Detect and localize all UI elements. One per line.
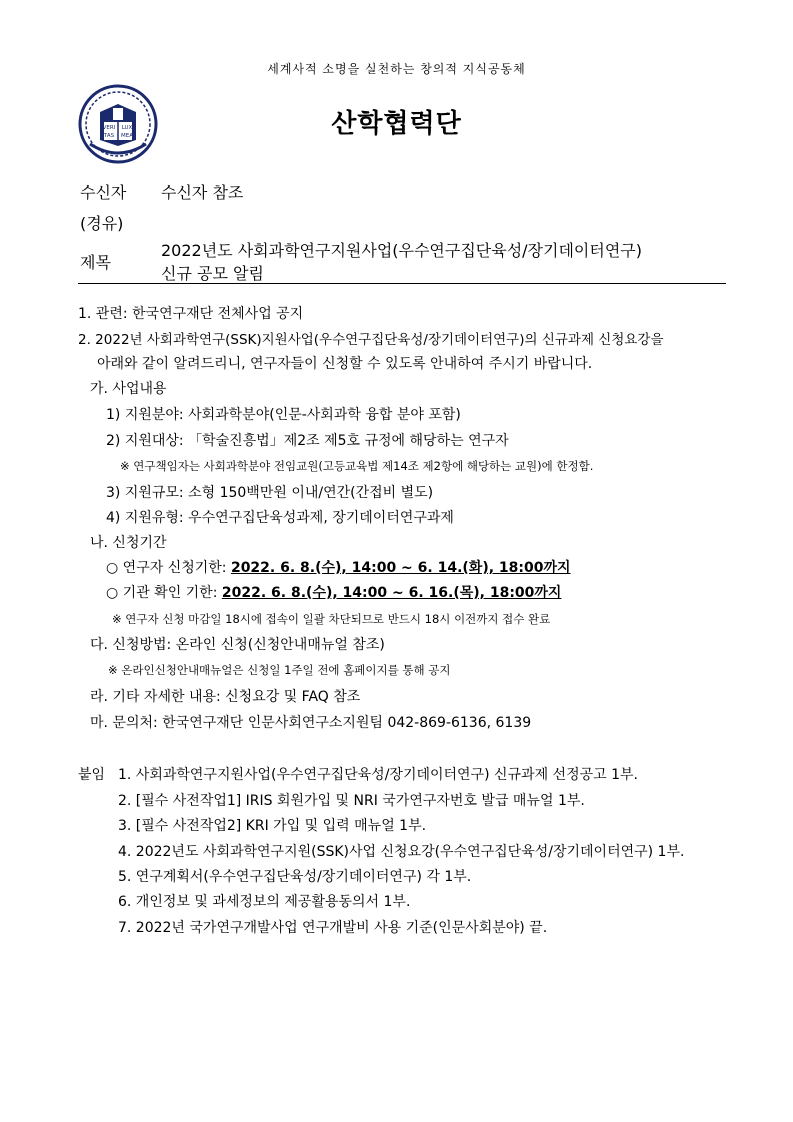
application-period-institution-value: 2022. 6. 8.(수), 14:00 ~ 6. 16.(목), 18:00까지 <box>221 585 562 601</box>
application-period-institution-label: ○ 기관 확인 기한: <box>106 585 222 601</box>
attachment-item: 3. [필수 사전작업2] KRI 가입 및 입력 매뉴얼 1부. <box>118 818 427 834</box>
recipient-label: 수신자 <box>80 183 127 202</box>
section-na: 나. 신청기간 <box>90 535 167 551</box>
attachment-item: 4. 2022년도 사회과학연구지원(SSK)사업 신청요강(우수연구집단육성/장기데이터연구) 1부. <box>118 844 685 860</box>
attachment-item: 2. [필수 사전작업1] IRIS 회원가입 및 NRI 국가연구자번호 발급 매뉴얼 1부. <box>118 793 585 809</box>
logo-text-tas: TAS <box>103 133 115 139</box>
section-ga-1: 1) 지원분야: 사회과학분야(인문-사회과학 융합 분야 포함) <box>106 407 461 423</box>
organization-name: 산학협력단 <box>331 109 462 139</box>
item-2-line-2: 아래와 같이 알려드리니, 연구자들이 신청할 수 있도록 안내하여 주시기 바랍니다. <box>97 356 593 372</box>
section-ga: 가. 사업내용 <box>90 381 167 397</box>
item-2-line-1: 2. 2022년 사회과학연구(SSK)지원사업(우수연구집단육성/장기데이터연구)의 신규과제 신청요강을 <box>78 332 664 348</box>
attachment-item: 6. 개인정보 및 과세정보의 제공활용동의서 1부. <box>118 894 411 910</box>
section-ga-2-note: ※ 연구책임자는 사회과학분야 전임교원(고등교육법 제14조 제2항에 해당하는 교원)에 한정함. <box>120 459 594 473</box>
attachments-label: 붙임 <box>78 767 106 783</box>
section-ga-2: 2) 지원대상: 「학술진흥법」제2조 제5호 규정에 해당하는 연구자 <box>106 433 509 449</box>
section-ga-4: 4) 지원유형: 우수연구집단육성과제, 장기데이터연구과제 <box>106 510 454 526</box>
slogan: 세계사적 소명을 실천하는 창의적 지식공동체 <box>267 62 526 76</box>
recipient-value: 수신자 참조 <box>161 183 244 202</box>
logo-text-veri: VERI <box>102 125 116 131</box>
section-na-note: ※ 연구자 신청 마감일 18시에 접속이 일괄 차단되므로 반드시 18시 이전까지 접수 완료 <box>112 612 551 626</box>
application-period-researcher-label: ○ 연구자 신청기한: <box>106 560 231 576</box>
section-da: 다. 신청방법: 온라인 신청(신청안내매뉴얼 참조) <box>90 637 385 653</box>
section-ma: 마. 문의처: 한국연구재단 인문사회연구소지원팀 042-869-6136, 6139 <box>90 715 532 731</box>
section-ra: 라. 기타 자세한 내용: 신청요강 및 FAQ 참조 <box>90 689 361 705</box>
application-period-researcher <box>106 557 571 577</box>
attachment-item: 7. 2022년 국가연구개발사업 연구개발비 사용 기준(인문사회분야) 끝. <box>118 920 548 936</box>
via-label: (경유) <box>80 214 124 233</box>
logo-text-lux: LUX <box>121 125 133 131</box>
subject-label: 제목 <box>80 253 111 272</box>
header-divider <box>78 283 726 284</box>
application-period-institution <box>106 582 561 602</box>
attachment-item: 1. 사회과학연구지원사업(우수연구집단육성/장기데이터연구) 신규과제 선정공고 1부. <box>118 767 638 783</box>
logo-text-mea: MEA <box>121 133 133 139</box>
attachment-item: 5. 연구계획서(우수연구집단육성/장기데이터연구) 각 1부. <box>118 869 472 885</box>
item-1: 1. 관련: 한국연구재단 전체사업 공지 <box>78 306 304 322</box>
application-period-researcher-value: 2022. 6. 8.(수), 14:00 ~ 6. 14.(화), 18:00까지 <box>230 560 571 576</box>
section-ga-3: 3) 지원규모: 소형 150백만원 이내/연간(간접비 별도) <box>106 485 434 501</box>
subject-line-1: 2022년도 사회과학연구지원사업(우수연구집단육성/장기데이터연구) <box>161 241 642 260</box>
section-da-note: ※ 온라인신청안내매뉴얼은 신청일 1주일 전에 홈페이지를 통해 공지 <box>108 663 451 677</box>
subject-line-2: 신규 공모 알림 <box>161 264 264 283</box>
